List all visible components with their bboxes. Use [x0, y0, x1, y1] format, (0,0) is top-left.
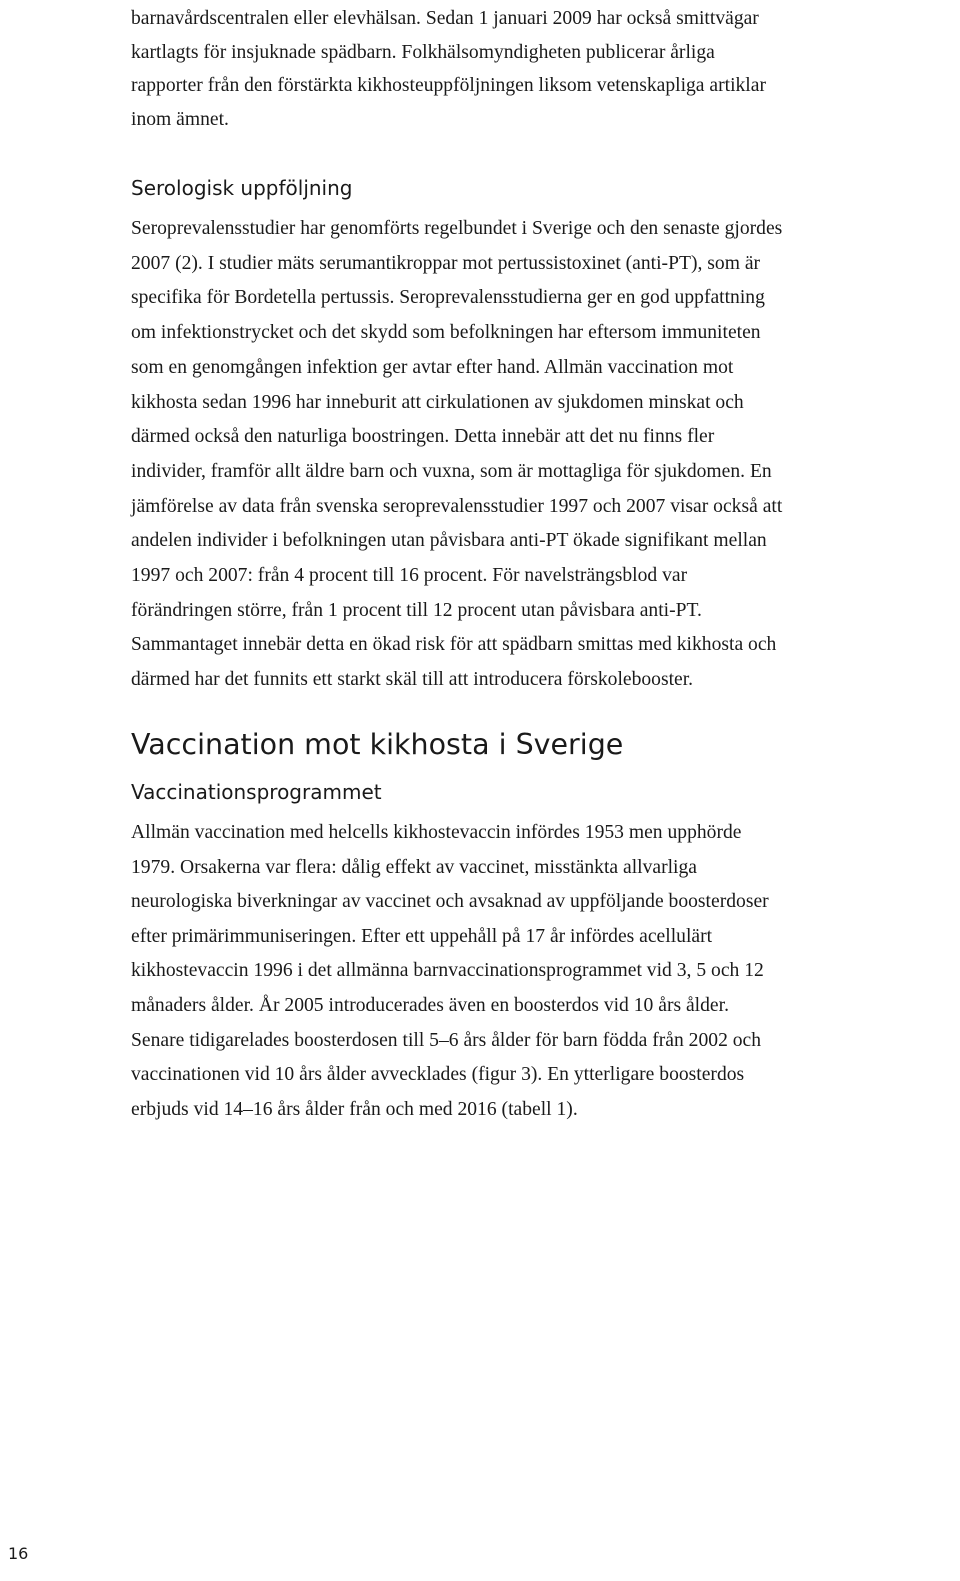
text-line: erbjuds vid 14–16 års ålder från och med 2016 (tabell 1). — [131, 1098, 578, 1120]
text-line: Sammantaget innebär detta en ökad risk för att spädbarn smittas med kikhosta och — [131, 634, 777, 656]
text-line: därmed har det funnits ett starkt skäl till att introducera förskolebooster. — [131, 669, 694, 691]
text-line: specifika för Bordetella pertussis. Seroprevalensstudierna ger en god uppfattning — [131, 287, 765, 309]
text-line: vaccinationen vid 10 års ålder avvecklades (figur 3). En ytterligare boosterdos — [131, 1064, 745, 1086]
vaccination-paragraph — [131, 816, 957, 1127]
text-line: inom ämnet. — [131, 108, 229, 130]
text-line: Seroprevalensstudier har genomförts regelbundet i Sverige och den senaste gjordes — [131, 218, 783, 239]
text-line: förändringen större, från 1 procent till 12 procent utan påvisbara anti-PT. — [131, 599, 702, 621]
text-line: därmed också den naturliga boostringen. Detta innebär att det nu finns fler — [131, 426, 715, 448]
text-line: 1997 och 2007: från 4 procent till 16 procent. För navelsträngsblod var — [131, 565, 688, 587]
text-line: neurologiska biverkningar av vaccinet och avsaknad av uppföljande boosterdoser — [131, 891, 769, 913]
section-subheading: Vaccinationsprogrammet — [131, 780, 382, 804]
text-line: som en genomgången infektion ger avtar efter hand. Allmän vaccination mot — [131, 356, 734, 378]
text-line: kikhosta sedan 1996 har inneburit att cirkulationen av sjukdomen minskat och — [131, 391, 744, 413]
text-line: efter primärimmuniseringen. Efter ett uppehåll på 17 år infördes acellulärt — [131, 925, 713, 947]
text-line: andelen individer i befolkningen utan påvisbara anti-PT ökade signifikant mellan — [131, 530, 767, 552]
text-line: kartlagts för insjuknade spädbarn. Folkhälsomyndigheten publicerar årliga — [131, 41, 715, 63]
page-number: 16 — [8, 1544, 29, 1563]
text-line: kikhostevaccin 1996 i det allmänna barnvaccinationsprogrammet vid 3, 5 och 12 — [131, 960, 764, 982]
text-line: individer, framför allt äldre barn och vuxna, som är mottagliga för sjukdomen. En — [131, 460, 772, 482]
text-line: barnavårdscentralen eller elevhälsan. Sedan 1 januari 2009 har också smittvägar — [131, 8, 759, 29]
text-line: rapporter från den förstärkta kikhosteuppföljningen liksom vetenskapliga artiklar — [131, 75, 766, 96]
intro-paragraph — [131, 2, 957, 136]
serology-heading: Serologisk uppföljning — [131, 176, 353, 200]
text-line: Senare tidigarelades boosterdosen till 5–6 års ålder för barn födda från 2002 och — [131, 1029, 762, 1051]
text-line: 1979. Orsakerna var flera: dålig effekt av vaccinet, misstänkta allvarliga — [131, 856, 697, 878]
section-title: Vaccination mot kikhosta i Sverige — [131, 728, 624, 761]
text-line: jämförelse av data från svenska seroprevalensstudier 1997 och 2007 visar också att — [131, 495, 783, 517]
text-line: om infektionstrycket och det skydd som befolkningen har eftersom immuniteten — [131, 322, 761, 344]
text-line: Allmän vaccination med helcells kikhostevaccin infördes 1953 men upphörde — [131, 822, 742, 843]
serology-paragraph — [131, 212, 957, 698]
text-line: månaders ålder. År 2005 introducerades även en boosterdos vid 10 års ålder. — [131, 994, 729, 1016]
text-line: 2007 (2). I studier mäts serumantikroppar mot pertussistoxinet (anti-PT), som är — [131, 252, 761, 274]
